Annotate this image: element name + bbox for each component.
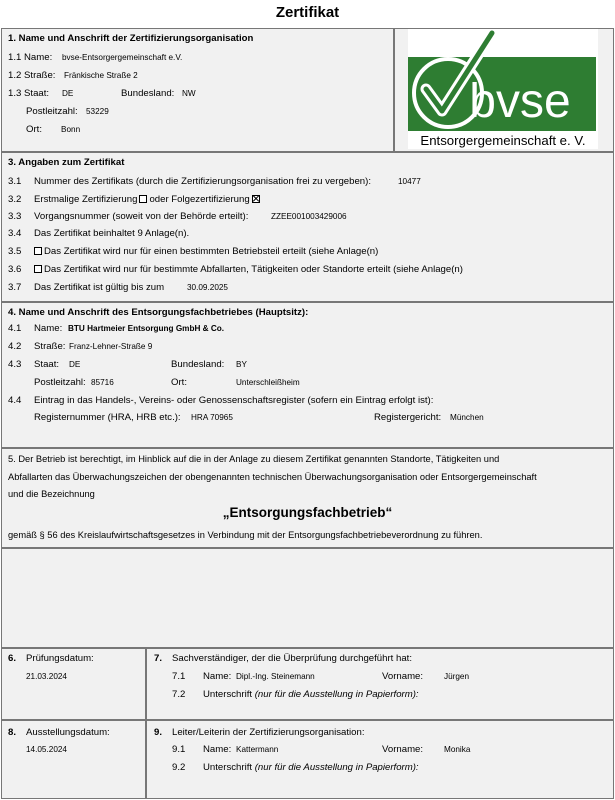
expert-first-name: Jürgen <box>444 672 470 681</box>
bvse-logo-graphic <box>408 29 598 149</box>
s1-land-label: Bundesland: <box>121 88 175 99</box>
r44-num: 4.4 <box>8 395 22 406</box>
s1-ort-label: Ort: <box>26 124 42 135</box>
s4-plz-label: Postleitzahl: <box>34 377 86 388</box>
s9-heading: Leiter/Leiterin der Zertifizierungsorganisation: <box>172 727 365 738</box>
section-1-box <box>1 28 394 152</box>
process-number: ZZEE001003429006 <box>271 212 347 221</box>
r41-num: 4.1 <box>8 323 22 334</box>
r37-num: 3.7 <box>8 282 22 293</box>
s1-plz-label: Postleitzahl: <box>26 106 78 117</box>
s5-line-1: 5. Der Betrieb ist berechtigt, im Hinblick auf die in der Anlage zu diesem Zertifikat genannten Standorte, Tätigkeiten und <box>8 454 500 464</box>
r36-num: 3.6 <box>8 264 22 275</box>
s5-line-4: gemäß § 56 des Kreislaufwirtschaftsgesetzes in Verbindung mit der Entsorgungsfachbetriebeverordnung zu führen. <box>8 530 483 540</box>
s7-signature-row <box>203 689 419 701</box>
s4-land-value: BY <box>236 360 247 369</box>
s1-plz-value: 53229 <box>86 107 109 116</box>
s4-ort-value: Unterschleißheim <box>236 378 300 387</box>
r31-text: Nummer des Zertifikats (durch die Zertifizierungsorganisation frei zu vergeben): <box>34 176 371 187</box>
s5-line-3: und die Bezeichnung <box>8 489 95 499</box>
s7-sig-label: Unterschrift <box>203 689 253 700</box>
first-certification-checkbox[interactable] <box>139 195 147 203</box>
head-first-name: Monika <box>444 745 471 754</box>
s1-street-value: Fränkische Straße 2 <box>64 71 138 80</box>
waste-types-checkbox[interactable] <box>34 265 42 273</box>
r32-row <box>34 194 262 206</box>
follow-certification-checkbox[interactable] <box>252 195 260 203</box>
section-3-box <box>1 152 614 302</box>
s1-land-value: NW <box>182 89 196 98</box>
s4-land-label: Bundesland: <box>171 359 225 370</box>
s8-label: Ausstellungsdatum: <box>26 727 110 738</box>
expert-name: Dipl.-Ing. Steinemann <box>236 672 315 681</box>
page-title: Zertifikat <box>275 4 340 21</box>
logo-brand-text: bvse <box>469 75 571 128</box>
r72-num: 7.2 <box>172 689 186 700</box>
r31-num: 3.1 <box>8 176 22 187</box>
s1-street-label: 1.2 Straße: <box>8 70 56 81</box>
blank-area <box>1 548 614 648</box>
r91-num: 9.1 <box>172 744 186 755</box>
r43-label: Staat: <box>34 359 60 370</box>
company-street: Franz-Lehner-Straße 9 <box>69 342 153 351</box>
r35-num: 3.5 <box>8 246 22 257</box>
s7-num: 7. <box>154 653 163 664</box>
r36-row <box>32 264 463 276</box>
r37-text: Das Zertifikat ist gültig bis zum <box>34 282 165 293</box>
r71-num: 7.1 <box>172 671 186 682</box>
register-court-label: Registergericht: <box>374 412 442 423</box>
register-number-value: HRA 70965 <box>191 413 233 422</box>
r44-text: Eintrag in das Handels-, Vereins- oder Genossenschaftsregister (sofern ein Eintrag erfolgt ist): <box>34 395 434 406</box>
s1-state-value: DE <box>62 89 74 98</box>
r34-num: 3.4 <box>8 228 22 239</box>
r41-label: Name: <box>34 323 63 334</box>
issue-date: 14.05.2024 <box>26 745 67 754</box>
s7-name-label: Name: <box>203 671 232 682</box>
head-name: Kattermann <box>236 745 279 754</box>
r35-row <box>32 246 378 258</box>
s1-name-value: bvse-Entsorgergemeinschaft e.V. <box>62 53 183 62</box>
r33-text: Vorgangsnummer (soweit von der Behörde erteilt): <box>34 211 249 222</box>
s1-ort-value: Bonn <box>61 125 81 134</box>
s9-signature-row <box>203 762 419 774</box>
register-number-label: Registernummer (HRA, HRB etc.): <box>34 412 181 423</box>
r42-label: Straße: <box>34 341 66 352</box>
s4-ort-label: Ort: <box>171 377 187 388</box>
s7-sig-note: (nur für die Ausstellung in Papierform): <box>254 689 419 700</box>
r32-num: 3.2 <box>8 194 22 205</box>
r35-text: Das Zertifikat wird nur für einen bestimmten Betriebsteil erteilt (siehe Anlage(n) <box>44 246 379 257</box>
company-name: BTU Hartmeier Entsorgung GmbH & Co. <box>68 324 225 333</box>
s8-num: 8. <box>8 727 17 738</box>
r42-num: 4.2 <box>8 341 22 352</box>
s6-label: Prüfungsdatum: <box>26 653 94 664</box>
valid-until-date: 30.09.2025 <box>187 283 228 292</box>
business-part-checkbox[interactable] <box>34 247 42 255</box>
r32-follow-label: oder Folgezertifizierung <box>149 194 250 205</box>
r36-text: Das Zertifikat wird nur für bestimmte Abfallarten, Tätigkeiten oder Standorte erteilt (siehe Anlage(n) <box>44 264 463 275</box>
s7-first-label: Vorname: <box>382 671 424 682</box>
r33-num: 3.3 <box>8 211 22 222</box>
s9-first-label: Vorname: <box>382 744 424 755</box>
certificate-number: 10477 <box>398 177 421 186</box>
s1-state-label: 1.3 Staat: <box>8 88 50 99</box>
s9-sig-note: (nur für die Ausstellung in Papierform): <box>254 762 419 773</box>
s9-sig-label: Unterschrift <box>203 762 253 773</box>
designation-title: „Entsorgungsfachbetrieb“ <box>222 505 393 520</box>
section-4-heading: 4. Name und Anschrift des Entsorgungsfachbetriebes (Hauptsitz): <box>8 307 309 318</box>
inspection-date: 21.03.2024 <box>26 672 67 681</box>
company-state: DE <box>69 360 81 369</box>
section-3-heading: 3. Angaben zum Zertifikat <box>8 157 125 168</box>
s6-num: 6. <box>8 653 17 664</box>
bvse-logo <box>408 29 598 149</box>
s4-plz-value: 85716 <box>91 378 114 387</box>
r92-num: 9.2 <box>172 762 186 773</box>
r43-num: 4.3 <box>8 359 22 370</box>
r34-text: Das Zertifikat beinhaltet 9 Anlage(n). <box>34 228 190 239</box>
s9-num: 9. <box>154 727 163 738</box>
s1-name-label: 1.1 Name: <box>8 52 53 63</box>
logo-subtitle-text: Entsorgergemeinschaft e. V. <box>420 133 586 148</box>
section-1-heading: 1. Name und Anschrift der Zertifizierungsorganisation <box>8 33 254 44</box>
r32-first-label: Erstmalige Zertifizierung <box>34 194 138 205</box>
s7-heading: Sachverständiger, der die Überprüfung durchgeführt hat: <box>172 653 412 664</box>
register-court-value: München <box>450 413 484 422</box>
s5-line-2: Abfallarten das Überwachungszeichen der obengenannten technischen Überwachungsorganisation oder Entsorgergemeinschaft <box>8 472 537 482</box>
s9-name-label: Name: <box>203 744 232 755</box>
